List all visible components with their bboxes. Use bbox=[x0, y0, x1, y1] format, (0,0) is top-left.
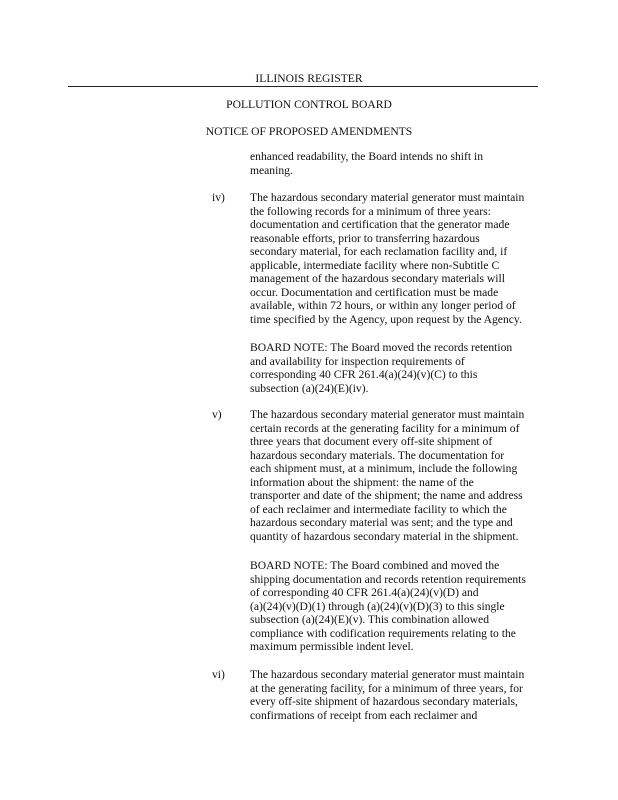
item-number-iv: iv) bbox=[212, 191, 225, 204]
text-line: confirmations of receipt from each reclaimer and bbox=[250, 708, 478, 722]
text-line: documentation and certification that the generator made bbox=[250, 218, 510, 231]
text-line: subsection (a)(24)(E)(iv). bbox=[250, 381, 369, 395]
item-vi-paragraph bbox=[250, 668, 540, 722]
item-number-v: v) bbox=[212, 408, 222, 421]
item-v-paragraph bbox=[250, 408, 540, 543]
text-line: The hazardous secondary material generator must maintain bbox=[250, 191, 525, 204]
text-line: hazardous secondary material was sent; and the type and bbox=[250, 516, 513, 529]
text-line: management of the hazardous secondary materials will bbox=[250, 272, 505, 285]
continuation-paragraph bbox=[250, 150, 540, 177]
board-title: POLLUTION CONTROL BOARD bbox=[226, 98, 392, 111]
text-line: shipping documentation and records retention requirements bbox=[250, 572, 526, 586]
text-line: maximum permissible indent level. bbox=[250, 640, 414, 653]
text-line: every off-site shipment of hazardous secondary materials, bbox=[250, 695, 518, 708]
text-line: The hazardous secondary material generator must maintain bbox=[250, 668, 525, 681]
text-line: enhanced readability, the Board intends no shift in bbox=[250, 150, 483, 163]
text-line: (a)(24)(v)(D)(1) through (a)(24)(v)(D)(3) to this single bbox=[250, 599, 505, 613]
text-line: quantity of hazardous secondary material in the shipment. bbox=[250, 529, 519, 543]
item-iv-board-note bbox=[250, 341, 540, 395]
text-line: certain records at the generating facility for a minimum of bbox=[250, 421, 520, 435]
text-line: information about the shipment: the name of the bbox=[250, 475, 474, 489]
text-line: of corresponding 40 CFR 261.4(a)(24)(v)(D) and bbox=[250, 586, 479, 599]
text-line: secondary material, for each reclamation facility and, if bbox=[250, 245, 508, 258]
item-iv-paragraph bbox=[250, 191, 540, 326]
text-line: at the generating facility, for a minimum of three years, for bbox=[250, 681, 523, 695]
text-line: time specified by the Agency, upon request by the Agency. bbox=[250, 312, 522, 326]
item-v-board-note bbox=[250, 559, 540, 654]
text-line: transporter and date of the shipment; the name and address bbox=[250, 489, 523, 502]
text-line: available, within 72 hours, or within any longer period of bbox=[250, 299, 516, 312]
text-line: BOARD NOTE: The Board combined and moved the bbox=[250, 559, 500, 572]
text-line: meaning. bbox=[250, 163, 293, 177]
text-line: applicable, intermediate facility where non-Subtitle C bbox=[250, 258, 500, 272]
item-number-vi: vi) bbox=[212, 668, 225, 681]
text-line: and availability for inspection requirements of bbox=[250, 354, 465, 368]
text-line: reasonable efforts, prior to transferring hazardous bbox=[250, 231, 480, 245]
text-line: three years that document every off-site shipment of bbox=[250, 435, 493, 448]
text-line: compliance with codification requirements relating to the bbox=[250, 626, 516, 640]
text-line: BOARD NOTE: The Board moved the records retention bbox=[250, 341, 513, 354]
text-line: subsection (a)(24)(E)(v). This combination allowed bbox=[250, 613, 490, 626]
text-line: of each reclaimer and intermediate facility to which the bbox=[250, 502, 507, 516]
notice-title: NOTICE OF PROPOSED AMENDMENTS bbox=[205, 125, 413, 138]
text-line: occur. Documentation and certification must be made bbox=[250, 285, 499, 299]
text-line: hazardous secondary materials. The documentation for bbox=[250, 448, 505, 462]
text-line: corresponding 40 CFR 261.4(a)(24)(v)(C) to this bbox=[250, 368, 478, 381]
text-line: the following records for a minimum of three years: bbox=[250, 204, 491, 218]
text-line: each shipment must, at a minimum, include the following bbox=[250, 462, 518, 475]
register-title: ILLINOIS REGISTER bbox=[255, 72, 363, 85]
header-rule bbox=[68, 86, 538, 87]
text-line: The hazardous secondary material generator must maintain bbox=[250, 408, 525, 421]
